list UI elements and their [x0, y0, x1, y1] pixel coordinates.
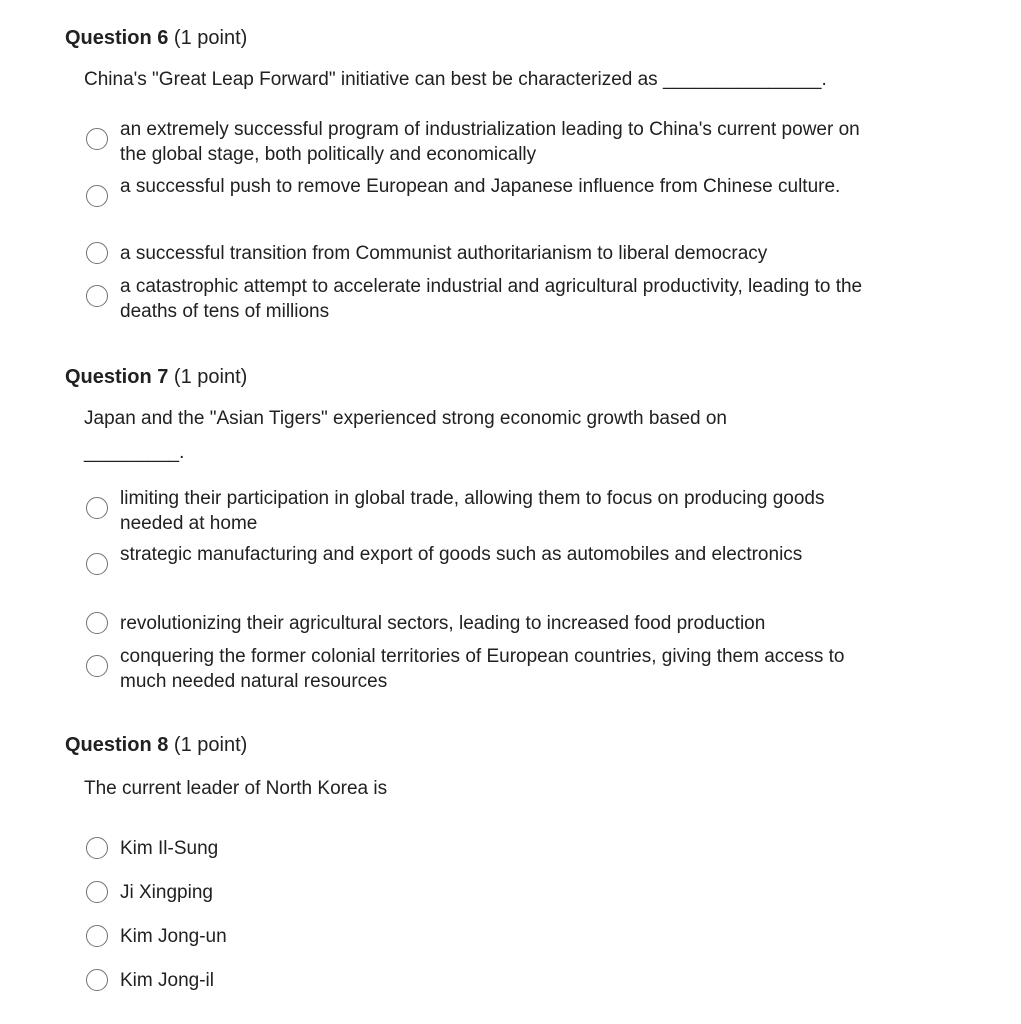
answer-option-label[interactable]: Kim Jong-il: [120, 970, 214, 991]
answer-option-label[interactable]: limiting their participation in global trade, allowing them to focus on producing goods needed at home: [120, 488, 825, 534]
radio-button[interactable]: [86, 655, 108, 677]
radio-button[interactable]: [86, 881, 108, 903]
answer-option-label[interactable]: Ji Xingping: [120, 882, 213, 903]
answer-option-label[interactable]: strategic manufacturing and export of goods such as automobiles and electronics: [120, 544, 803, 565]
question-prompt: China's "Great Leap Forward" initiative can best be characterized as _______________.: [84, 69, 827, 90]
radio-button[interactable]: [86, 497, 108, 519]
question-number: Question 7: [65, 366, 169, 388]
answer-option-label[interactable]: an extremely successful program of industrialization leading to China's current power on the global stage, both politically and economically: [120, 119, 860, 165]
question-points: (1 point): [173, 734, 248, 756]
radio-button[interactable]: [86, 612, 108, 634]
radio-button[interactable]: [86, 553, 108, 575]
question-prompt: Japan and the "Asian Tigers" experienced strong economic growth based on: [84, 408, 727, 429]
radio-button[interactable]: [86, 185, 108, 207]
answer-option-label[interactable]: a catastrophic attempt to accelerate industrial and agricultural productivity, leading to the deaths of tens of millions: [120, 276, 863, 322]
radio-button[interactable]: [86, 242, 108, 264]
question-points: (1 point): [173, 27, 248, 49]
radio-button[interactable]: [86, 128, 108, 150]
question-header: [65, 365, 247, 389]
answer-option-label[interactable]: Kim Jong-un: [120, 926, 227, 947]
question-points: (1 point): [173, 366, 248, 388]
radio-button[interactable]: [86, 925, 108, 947]
answer-option-label[interactable]: a successful transition from Communist authoritarianism to liberal democracy: [120, 243, 768, 264]
question-prompt: The current leader of North Korea is: [84, 778, 388, 799]
answer-option-label[interactable]: revolutionizing their agricultural sectors, leading to increased food production: [120, 613, 766, 634]
radio-button[interactable]: [86, 285, 108, 307]
question-number: Question 8: [65, 734, 169, 756]
question-prompt-blank: _________.: [84, 442, 185, 463]
answer-option-label[interactable]: a successful push to remove European and Japanese influence from Chinese culture.: [120, 176, 841, 197]
answer-option-label[interactable]: Kim Il-Sung: [120, 838, 219, 859]
question-header: [65, 733, 247, 757]
question-header: [65, 26, 247, 50]
radio-button[interactable]: [86, 969, 108, 991]
answer-option-label[interactable]: conquering the former colonial territories of European countries, giving them access to much needed natural resources: [120, 646, 845, 692]
question-number: Question 6: [65, 27, 169, 49]
radio-button[interactable]: [86, 837, 108, 859]
